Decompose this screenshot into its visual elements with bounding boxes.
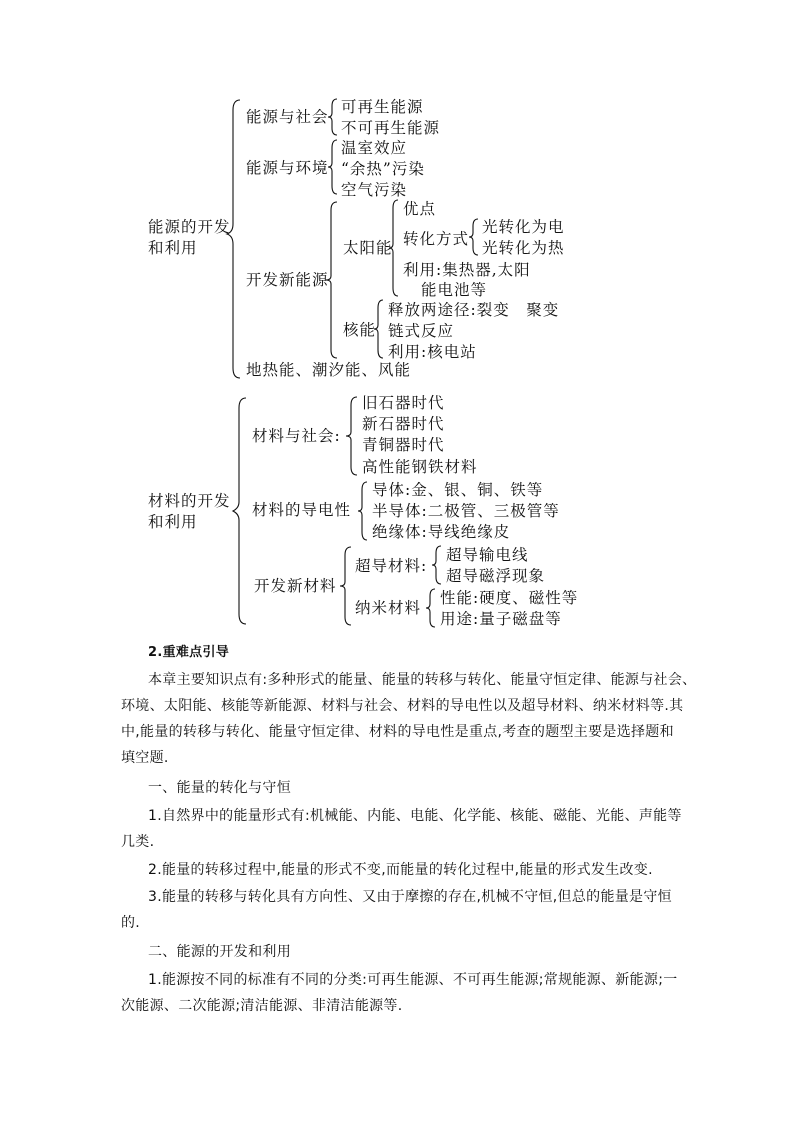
- paragraph-line: 填空题.: [121, 750, 169, 766]
- energy-others: 地热能、潮汐能、风能: [246, 361, 412, 379]
- material-society-item: 青铜器时代: [362, 436, 445, 454]
- nuclear-brace: [373, 298, 385, 360]
- material-conductivity-brace: [357, 480, 369, 542]
- material-root-line1: 材料的开发: [148, 492, 231, 510]
- material-society-brace: [345, 395, 359, 477]
- energy-environment-item: 空气污染: [341, 181, 408, 199]
- material-conductivity-item: 半导体:二极管、三极管等: [372, 502, 560, 520]
- nuclear-item: 释放两途径:裂变 聚变: [388, 301, 560, 319]
- energy-environment-item: “余热”污染: [341, 160, 425, 178]
- energy-environment-label: 能源与环境: [246, 159, 329, 177]
- paragraph-line: 中,能量的转移与转化、能量守恒定律、材料的导电性是重点,考查的题型主要是选择题和: [121, 724, 674, 740]
- nano-item: 用途:量子磁盘等: [440, 610, 562, 628]
- solar-conversion-brace: [468, 217, 480, 257]
- material-new-brace: [339, 545, 353, 627]
- nano-brace: [425, 587, 437, 629]
- nuclear-label: 核能: [343, 321, 377, 339]
- energy-society-brace: [327, 97, 339, 137]
- paragraph-line: 本章主要知识点有:多种形式的能量、能量的转移与转化、能量守恒定律、能源与社会、: [148, 672, 697, 688]
- solar-use-line2: 能电池等: [421, 281, 488, 299]
- energy-environment-brace: [327, 138, 339, 196]
- energy-root-line2: 和利用: [148, 239, 198, 257]
- paragraph-line: 3.能量的转移与转化具有方向性、又由于摩擦的存在,机械不守恒,但总的能量是守恒: [148, 889, 672, 905]
- solar-brace: [388, 198, 400, 298]
- paragraph-line: 1.自然界中的能量形式有:机械能、内能、电能、化学能、核能、磁能、光能、声能等: [148, 808, 682, 824]
- nuclear-item: 利用:核电站: [388, 343, 477, 361]
- energy-society-item: 不可再生能源: [341, 119, 441, 137]
- energy-society-label: 能源与社会: [246, 108, 329, 126]
- energy-environment-item: 温室效应: [341, 139, 408, 157]
- section-heading: 2.重难点引导: [148, 645, 230, 660]
- material-society-label: 材料与社会:: [252, 427, 341, 445]
- energy-society-item: 可再生能源: [341, 98, 424, 116]
- energy-new-brace: [325, 200, 339, 360]
- superconductor-brace: [431, 544, 443, 586]
- paragraph-line: 次能源、二次能源;清洁能源、非清洁能源等.: [121, 998, 403, 1014]
- paragraph-line: 几类.: [121, 834, 155, 850]
- part-title: 一、能量的转化与守恒: [148, 780, 291, 796]
- nano-label: 纳米材料: [355, 599, 422, 617]
- paragraph-line: 环境、太阳能、核能等新能源、材料与社会、材料的导电性以及超导材料、纳米材料等.其: [121, 698, 684, 714]
- energy-root-line1: 能源的开发: [148, 218, 231, 236]
- superconductor-item: 超导输电线: [446, 546, 529, 564]
- material-conductivity-item: 导体:金、银、铜、铁等: [372, 481, 544, 499]
- nuclear-item: 链式反应: [388, 322, 455, 340]
- solar-conversion-item: 光转化为电: [482, 218, 565, 236]
- material-conductivity-item: 绝缘体:导线绝缘皮: [372, 523, 511, 541]
- material-conductivity-label: 材料的导电性: [252, 501, 352, 519]
- material-society-item: 新石器时代: [362, 415, 445, 433]
- material-root-line2: 和利用: [148, 513, 198, 531]
- nano-item: 性能:硬度、磁性等: [440, 589, 579, 607]
- energy-new-label: 开发新能源: [246, 271, 329, 289]
- paragraph-line: 2.能量的转移过程中,能量的形式不变,而能量的转化过程中,能量的形式发生改变.: [148, 862, 653, 878]
- material-society-item: 高性能钢铁材料: [362, 458, 478, 476]
- superconductor-label: 超导材料:: [355, 557, 428, 575]
- solar-use-line1: 利用:集热器,太阳: [403, 261, 531, 279]
- solar-conversion-label: 转化方式: [403, 230, 470, 248]
- superconductor-item: 超导磁浮现象: [446, 567, 546, 585]
- solar-conversion-item: 光转化为热: [482, 239, 565, 257]
- energy-root-brace: [226, 98, 242, 380]
- solar-label: 太阳能: [343, 239, 393, 257]
- material-society-item: 旧石器时代: [362, 394, 445, 412]
- paragraph-line: 的.: [121, 915, 141, 931]
- solar-advantage: 优点: [403, 200, 437, 218]
- paragraph-line: 1.能源按不同的标准有不同的分类:可再生能源、不可再生能源;常规能源、新能源;一: [148, 972, 678, 988]
- part-title: 二、能源的开发和利用: [148, 944, 291, 960]
- material-new-label: 开发新材料: [254, 577, 337, 595]
- material-root-brace: [232, 396, 248, 626]
